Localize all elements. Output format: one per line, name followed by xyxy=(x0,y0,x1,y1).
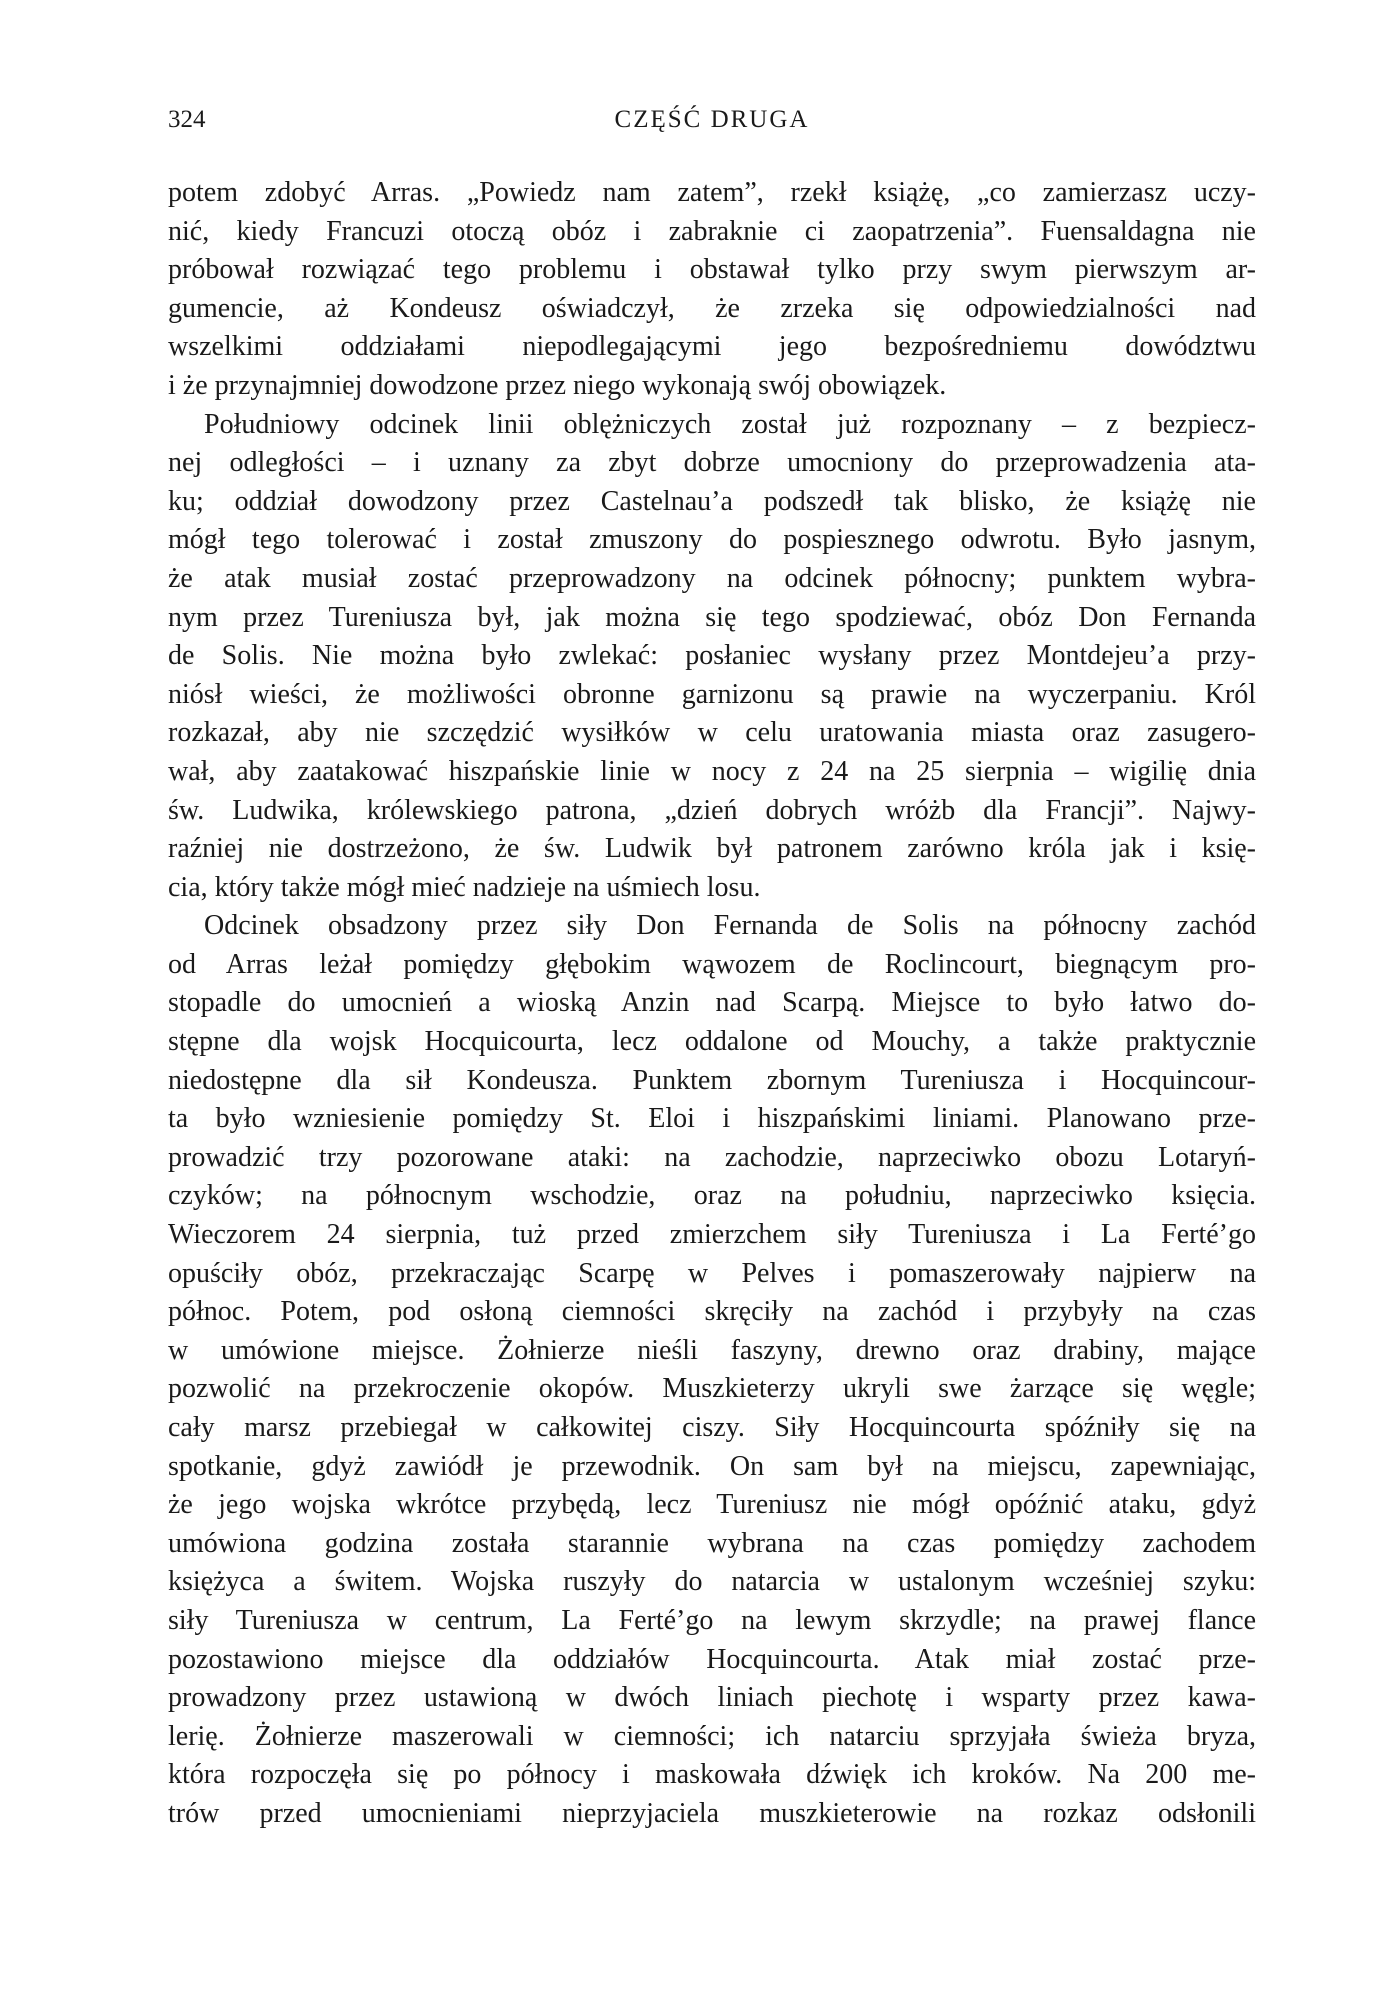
text-line: nej odległości – i uznany za zbyt dobrze umocniony do przeprowadzenia ata- xyxy=(168,447,1256,479)
text-line: prowadzony przez ustawioną w dwóch liniach piechotę i wsparty przez kawa- xyxy=(168,1682,1256,1714)
paragraph xyxy=(168,406,1256,908)
page-header xyxy=(168,98,1256,142)
text-line: że atak musiał zostać przeprowadzony na odcinek północny; punktem wybra- xyxy=(168,562,1256,594)
text-line: cały marsz przebiegał w całkowitej ciszy. Siły Hocquincourta spóźniły się na xyxy=(168,1412,1256,1443)
text-line: stępne dla wojsk Hocquicourta, lecz oddalone od Mouchy, a także praktycznie xyxy=(168,1026,1256,1058)
paragraph xyxy=(168,174,1256,406)
text-line: czyków; na północnym wschodzie, oraz na południu, naprzeciwko księcia. xyxy=(168,1180,1256,1212)
text-line: stopadle do umocnień a wioską Anzin nad Scarpą. Miejsce to było łatwo do- xyxy=(168,987,1256,1019)
text-line: od Arras leżał pomiędzy głębokim wąwozem de Roclincourt, biegnącym pro- xyxy=(168,948,1256,980)
text-line: raźniej nie dostrzeżono, że św. Ludwik był patronem zarówno króla jak i księ- xyxy=(168,833,1256,865)
running-head: CZĘŚĆ DRUGA xyxy=(614,106,810,133)
text-line: lerię. Żołnierze maszerowali w ciemności; ich natarciu sprzyjała świeża bryza, xyxy=(168,1720,1256,1752)
text-line: mógł tego tolerować i został zmuszony do pospiesznego odwrotu. Było jasnym, xyxy=(168,524,1256,556)
paragraph xyxy=(168,907,1256,1833)
text-line: nić, kiedy Francuzi otoczą obóz i zabraknie ci zaopatrzenia”. Fuensaldagna nie xyxy=(168,215,1256,247)
text-line: ku; oddział dowodzony przez Castelnau’a podszedł tak blisko, że książę nie xyxy=(168,485,1256,517)
body-text xyxy=(168,174,1256,1834)
text-line: Odcinek obsadzony przez siły Don Fernanda de Solis na północny zachód xyxy=(204,910,1256,942)
text-line: w umówione miejsce. Żołnierze nieśli faszyny, drewno oraz drabiny, mające xyxy=(168,1334,1256,1366)
text-line: rozkazał, aby nie szczędzić wysiłków w celu uratowania miasta oraz zasugero- xyxy=(168,717,1256,749)
text-line: że jego wojska wkrótce przybędą, lecz Tureniusz nie mógł opóźnić ataku, gdyż xyxy=(168,1489,1256,1521)
text-line: prowadzić trzy pozorowane ataki: na zachodzie, naprzeciwko obozu Lotaryń- xyxy=(168,1141,1256,1173)
text-line: północ. Potem, pod osłoną ciemności skręciły na zachód i przybyły na czas xyxy=(168,1296,1256,1328)
text-line: księżyca a świtem. Wojska ruszyły do natarcia w ustalonym wcześniej szyku: xyxy=(168,1566,1256,1598)
text-line: cia, który także mógł mieć nadzieje na uśmiech losu. xyxy=(168,871,761,903)
text-line: która rozpoczęła się po północy i maskowała dźwięk ich kroków. Na 200 me- xyxy=(168,1759,1256,1791)
text-line: pozwolić na przekroczenie okopów. Muszkieterzy ukryli swe żarzące się węgle; xyxy=(168,1373,1256,1405)
text-line: wał, aby zaatakować hiszpańskie linie w nocy z 24 na 25 sierpnia – wigilię dnia xyxy=(168,755,1256,787)
text-line: opuściły obóz, przekraczając Scarpę w Pelves i pomaszerowały najpierw na xyxy=(168,1257,1256,1289)
text-line: de Solis. Nie można było zwlekać: posłaniec wysłany przez Montdejeu’a przy- xyxy=(168,640,1256,672)
text-line: potem zdobyć Arras. „Powiedz nam zatem”, rzekł książę, „co zamierzasz uczy- xyxy=(168,177,1256,208)
text-line: trów przed umocnieniami nieprzyjaciela muszkieterowie na rozkaz odsłonili xyxy=(168,1797,1256,1829)
text-line: ta było wzniesienie pomiędzy St. Eloi i hiszpańskimi liniami. Planowano prze- xyxy=(168,1103,1256,1135)
text-line: Wieczorem 24 sierpnia, tuż przed zmierzchem siły Tureniusza i La Ferté’go xyxy=(168,1219,1256,1251)
text-line: pozostawiono miejsce dla oddziałów Hocquincourta. Atak miał zostać prze- xyxy=(168,1643,1256,1675)
text-line: próbował rozwiązać tego problemu i obstawał tylko przy swym pierwszym ar- xyxy=(168,254,1256,286)
text-line: wszelkimi oddziałami niepodlegającymi jego bezpośredniemu dowództwu xyxy=(168,331,1256,363)
text-line: i że przynajmniej dowodzone przez niego wykonają swój obowiązek. xyxy=(168,369,947,401)
text-line: gumencie, aż Kondeusz oświadczył, że zrzeka się odpowiedzialności nad xyxy=(168,292,1256,324)
text-line: siły Tureniusza w centrum, La Ferté’go na lewym skrzydle; na prawej flance xyxy=(168,1604,1256,1636)
text-line: św. Ludwika, królewskiego patrona, „dzień dobrych wróżb dla Francji”. Najwy- xyxy=(168,794,1256,826)
text-line: niósł wieści, że możliwości obronne garnizonu są prawie na wyczerpaniu. Król xyxy=(168,678,1256,710)
text-line: umówiona godzina została starannie wybrana na czas pomiędzy zachodem xyxy=(168,1527,1256,1559)
text-line: niedostępne dla sił Kondeusza. Punktem zbornym Tureniusza i Hocquincour- xyxy=(168,1064,1256,1096)
text-line: spotkanie, gdyż zawiódł je przewodnik. On sam był na miejscu, zapewniając, xyxy=(168,1450,1256,1482)
page-number: 324 xyxy=(168,106,206,133)
text-line: nym przez Tureniusza był, jak można się tego spodziewać, obóz Don Fernanda xyxy=(168,601,1256,633)
text-line: Południowy odcinek linii oblężniczych został już rozpoznany – z bezpiecz- xyxy=(204,408,1256,440)
